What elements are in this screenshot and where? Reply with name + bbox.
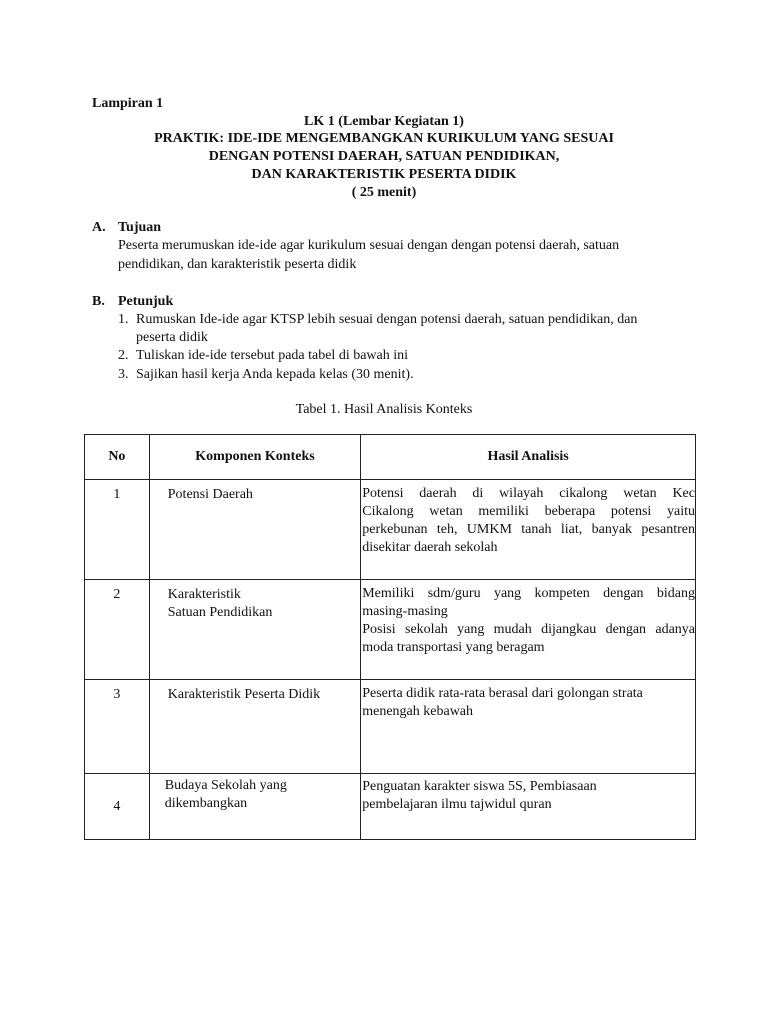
header-hasil: Hasil Analisis <box>361 435 696 480</box>
hasil-line: moda transportasi yang beragam <box>362 640 545 655</box>
row-hasil <box>361 580 696 680</box>
row-komponen <box>149 680 360 774</box>
table-header-row <box>85 435 696 480</box>
hasil-line: disekitar daerah sekolah <box>362 540 498 555</box>
section-a-text-2: pendidikan, dan karakteristik peserta didik <box>118 257 357 272</box>
row-number: 3 <box>85 680 150 774</box>
table-row <box>85 580 696 680</box>
hasil-line: Peserta didik rata-rata berasal dari golongan strata <box>362 686 643 701</box>
header-no: No <box>85 435 150 480</box>
komponen-line: Karakteristik <box>167 587 241 602</box>
komponen-line: Karakteristik Peserta Didik <box>167 687 321 702</box>
instruction-1-num: 1. <box>118 312 129 327</box>
row-hasil <box>361 480 696 580</box>
instruction-1-line-2: peserta didik <box>136 330 208 345</box>
row-number: 4 <box>85 774 150 840</box>
hasil-line: pembelajaran ilmu tajwidul quran <box>362 797 552 812</box>
title-line-1: LK 1 (Lembar Kegiatan 1) <box>304 114 464 129</box>
hasil-line: Penguatan karakter siswa 5S, Pembiasaan <box>362 779 597 794</box>
table-row <box>85 774 696 840</box>
title-line-3: DENGAN POTENSI DAERAH, SATUAN PENDIDIKAN, <box>208 149 560 164</box>
row-number: 2 <box>85 580 150 680</box>
row-komponen <box>149 480 360 580</box>
instruction-1-line-1: Rumuskan Ide-ide agar KTSP lebih sesuai dengan potensi daerah, satuan pendidikan, dan <box>136 312 638 327</box>
komponen-line: Satuan Pendidikan <box>167 605 273 620</box>
section-a-heading: Tujuan <box>118 220 162 235</box>
row-hasil <box>361 774 696 840</box>
header-komponen: Komponen Konteks <box>149 435 360 480</box>
komponen-line: Budaya Sekolah yang <box>164 778 287 793</box>
table-row <box>85 680 696 774</box>
section-a-text-1: Peserta merumuskan ide-ide agar kurikulum sesuai dengan dengan potensi daerah, satuan <box>118 238 620 253</box>
hasil-line: Posisi sekolah yang mudah dijangkau dengan adanya <box>362 622 695 637</box>
hasil-line: masing-masing <box>362 604 448 619</box>
instruction-2-num: 2. <box>118 348 129 363</box>
instruction-2-line-1: Tuliskan ide-ide tersebut pada tabel di bawah ini <box>136 348 409 363</box>
row-hasil <box>361 680 696 774</box>
row-komponen <box>149 580 360 680</box>
section-a-marker: A. <box>92 220 106 235</box>
row-komponen <box>149 774 360 840</box>
title-line-2: PRAKTIK: IDE-IDE MENGEMBANGKAN KURIKULUM YANG SESUAI <box>154 131 614 146</box>
hasil-line: Memiliki sdm/guru yang kompeten dengan bidang <box>362 586 695 601</box>
section-b-heading: Petunjuk <box>118 294 174 309</box>
hasil-line: Cikalong wetan memiliki beberapa potensi yaitu <box>362 504 695 519</box>
table-row <box>85 480 696 580</box>
table-caption: Tabel 1. Hasil Analisis Konteks <box>295 402 473 417</box>
komponen-line: dikembangkan <box>164 796 248 811</box>
hasil-line: Potensi daerah di wilayah cikalong wetan Kec <box>362 486 695 501</box>
komponen-line: Potensi Daerah <box>167 487 253 502</box>
row-number: 1 <box>85 480 150 580</box>
title-line-5: ( 25 menit) <box>351 185 417 200</box>
instruction-3-num: 3. <box>118 367 129 382</box>
context-analysis-table <box>84 434 696 840</box>
section-b-marker: B. <box>92 294 105 309</box>
instruction-3-line-1: Sajikan hasil kerja Anda kepada kelas (30 menit). <box>136 367 414 382</box>
title-line-4: DAN KARAKTERISTIK PESERTA DIDIK <box>251 167 517 182</box>
hasil-line: menengah kebawah <box>362 704 474 719</box>
hasil-line: perkebunan teh, UMKM tanah liat, banyak pesantren <box>362 522 695 537</box>
lampiran-label: Lampiran 1 <box>92 96 164 111</box>
